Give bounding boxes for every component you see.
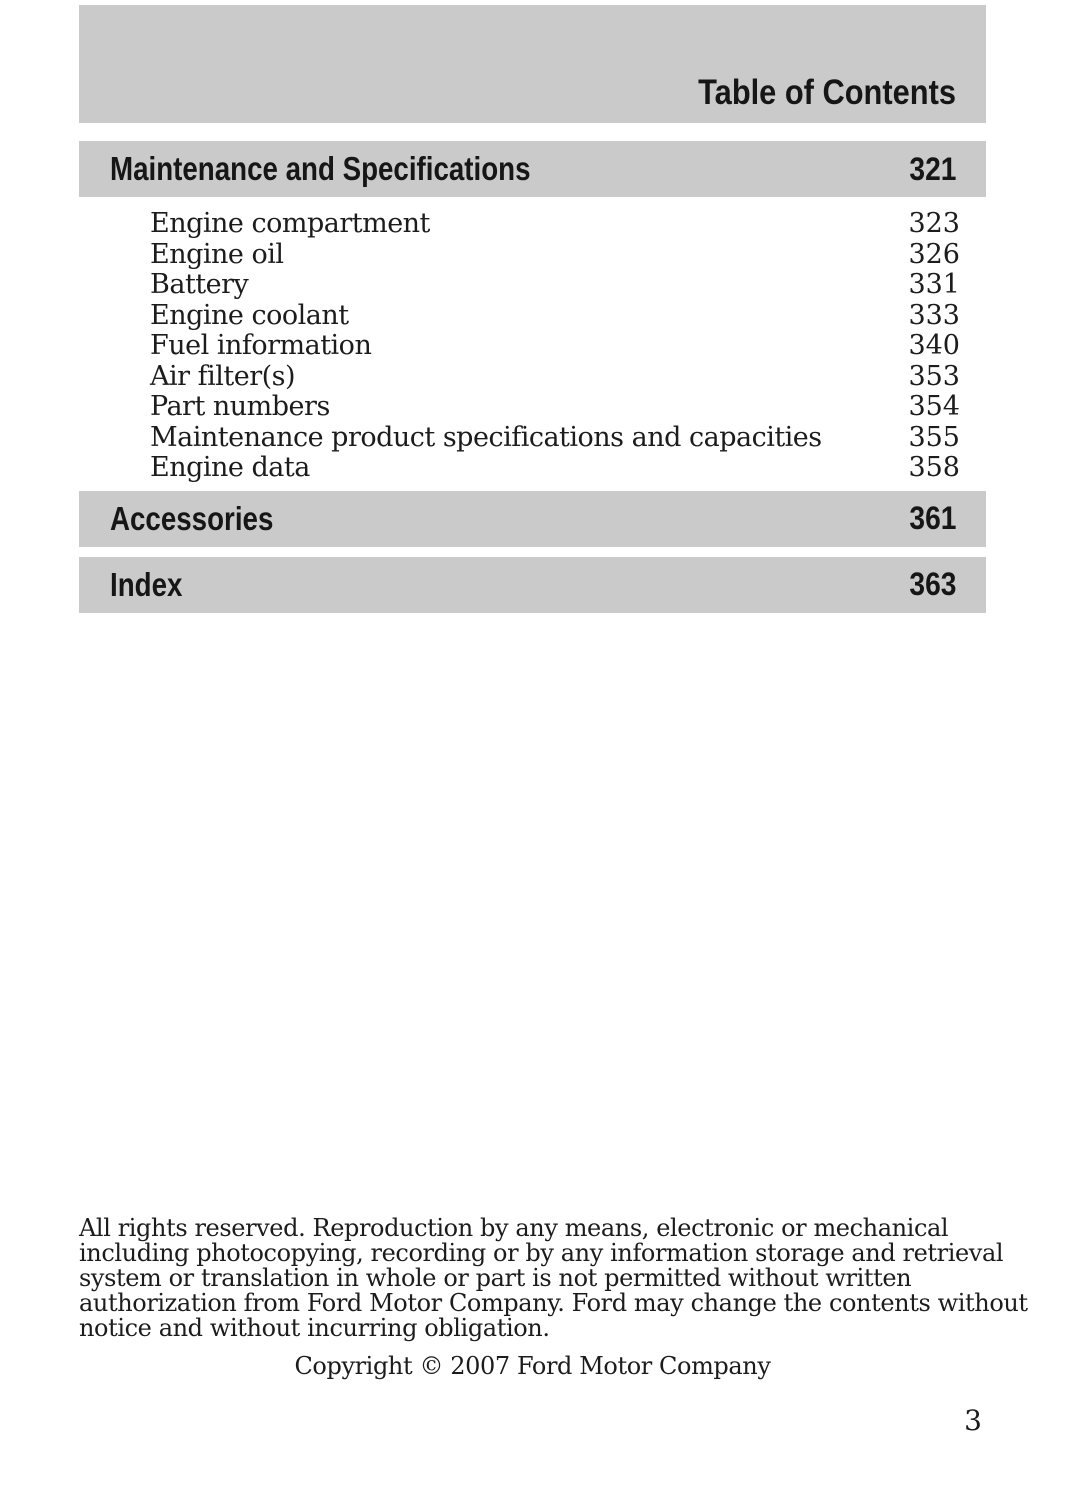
band-spacer: [79, 547, 986, 557]
toc-entry-page: 323: [908, 208, 960, 239]
toc-entry: [79, 270, 986, 301]
toc-entry-page: 333: [908, 299, 960, 331]
toc-entry-label: Fuel information: [150, 330, 372, 361]
toc-entry-page: 353: [908, 360, 960, 392]
toc-entry: [79, 362, 986, 393]
page-title: Table of Contents: [698, 73, 956, 112]
toc-entry-label: Air filter(s): [150, 360, 296, 392]
toc-entry: [79, 453, 986, 484]
toc-entry-page: 358: [908, 452, 960, 483]
section-band-maintenance: [79, 141, 986, 197]
page-content: [79, 0, 986, 613]
copyright-notice-line: authorization from Ford Motor Company. Ford may change the contents without: [79, 1289, 1028, 1317]
copyright-notice-line: including photocopying, recording or by any information storage and retrieval: [79, 1239, 1004, 1267]
page-number: 3: [964, 1404, 982, 1437]
toc-entry-label: Engine data: [150, 452, 310, 483]
toc-entry: [79, 240, 986, 271]
section-label: Maintenance and Specifications: [110, 150, 531, 187]
section-band-index: [79, 557, 986, 613]
toc-entry-label: Engine coolant: [150, 299, 349, 331]
section-band-accessories: [79, 491, 986, 547]
toc-entry: [79, 331, 986, 362]
toc-entry: [79, 392, 986, 423]
toc-entry-page: 331: [908, 269, 960, 300]
copyright-notice-line: system or translation in whole or part is not permitted without written: [79, 1264, 912, 1292]
toc-entry-label: Battery: [150, 269, 249, 300]
toc-entry-label: Engine oil: [150, 238, 284, 270]
section-label: Accessories: [110, 499, 274, 537]
toc-entry: [79, 423, 986, 454]
toc-entry: [79, 301, 986, 332]
toc-entry-label: Maintenance product specifications and capacities: [150, 421, 822, 453]
copyright-notice: [79, 1214, 1028, 1380]
band-spacer: [79, 123, 986, 141]
toc-entry-list: [79, 197, 986, 491]
toc-entry-page: 354: [908, 391, 960, 422]
copyright-notice-line: notice and without incurring obligation.: [79, 1314, 550, 1342]
toc-entry: [79, 209, 986, 240]
section-label: Index: [110, 565, 183, 603]
section-page-number: 361: [909, 500, 956, 536]
copyright-notice-line: All rights reserved. Reproduction by any means, electronic or mechanical: [79, 1214, 949, 1242]
header-band: [79, 5, 986, 123]
section-page-number: 321: [909, 150, 956, 187]
toc-entry-page: 340: [908, 330, 960, 361]
toc-entry-page: 355: [908, 421, 960, 453]
section-page-number: 363: [909, 566, 956, 602]
copyright-statement: Copyright © 2007 Ford Motor Company: [294, 1352, 771, 1380]
toc-entry-label: Part numbers: [150, 391, 330, 422]
toc-entry-page: 326: [908, 238, 960, 270]
toc-entry-label: Engine compartment: [150, 208, 430, 239]
